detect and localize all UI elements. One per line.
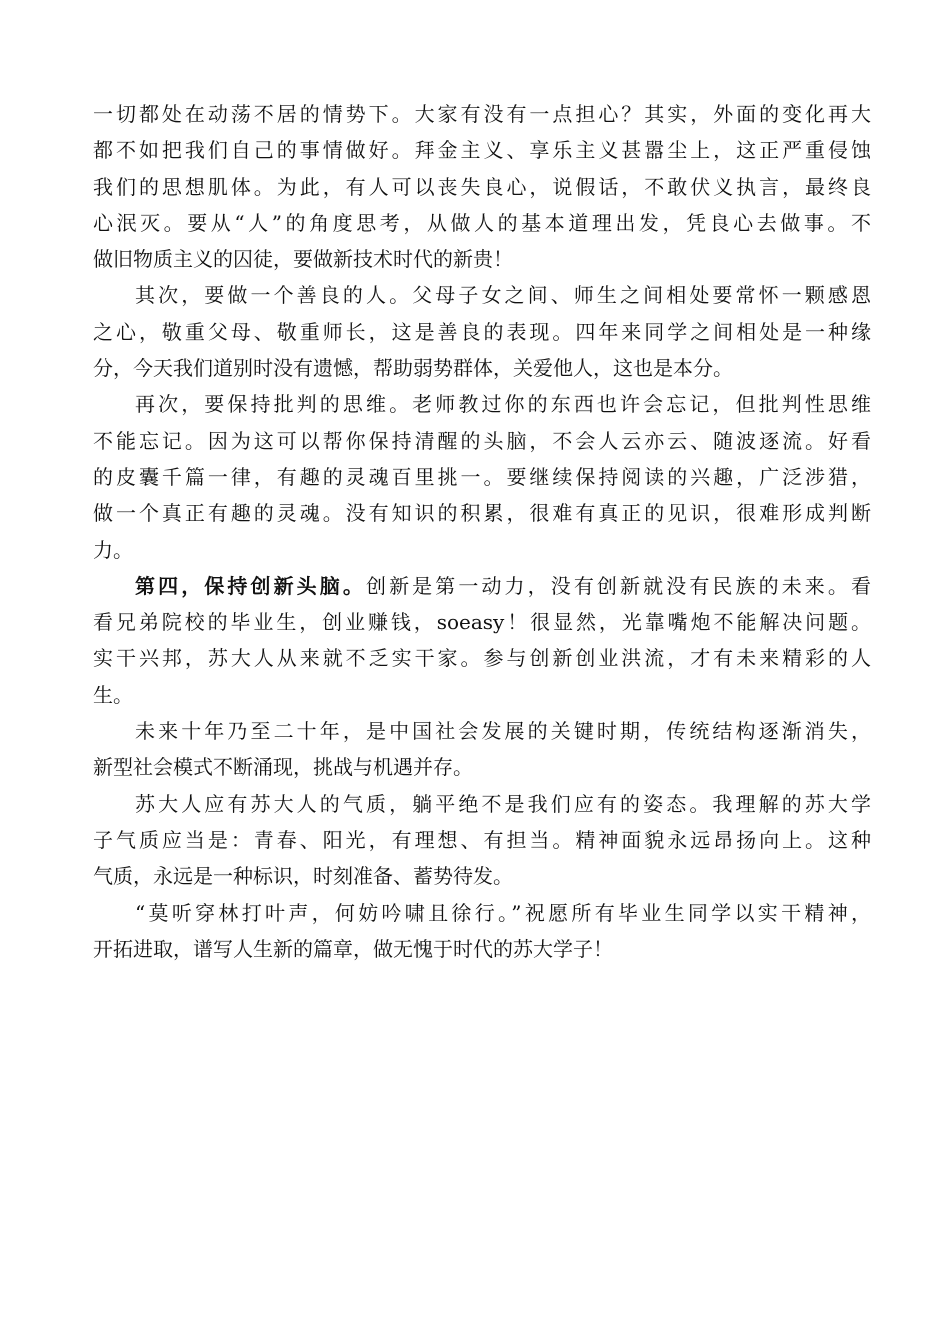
text-line: 苏大人应有苏大人的气质，躺平绝不是我们应有的姿态。我理解的苏大学: [135, 791, 871, 816]
text-line: 看兄弟院校的毕业生，创业赚钱，soeasy！很显然，光靠嘴炮不能解决问题。: [93, 610, 871, 635]
paragraph: [93, 277, 871, 386]
paragraph: [93, 568, 871, 713]
text-line: 开拓进取，谱写人生新的篇章，做无愧于时代的苏大学子！: [93, 936, 613, 961]
text-line: 之心，敬重父母、敬重师长，这是善良的表现。四年来同学之间相处是一种缘: [93, 319, 871, 344]
bold-heading: 第四，保持创新头脑。: [135, 573, 366, 598]
text-run: 创新是第一动力，没有创新就没有民族的未来。看: [365, 573, 872, 598]
paragraph: [93, 786, 871, 895]
text-line: 一切都处在动荡不居的情势下。大家有没有一点担心？其实，外面的变化再大: [93, 102, 871, 126]
text-line: “莫听穿林打叶声，何妨吟啸且徐行。”祝愿所有毕业生同学以实干精神，: [135, 900, 871, 925]
text-line: 力。: [93, 537, 133, 562]
text-line: 都不如把我们自己的事情做好。拜金主义、享乐主义甚嚣尘上，这正严重侵蚀: [93, 138, 871, 163]
text-line: 其次，要做一个善良的人。父母子女之间、师生之间相处要常怀一颗感恩: [135, 283, 871, 308]
paragraph: [93, 386, 871, 567]
text-line: 分，今天我们道别时没有遗憾，帮助弱势群体，关爱他人，这也是本分。: [93, 356, 733, 381]
text-line: 做旧物质主义的囚徒，要做新技术时代的新贵！: [93, 247, 513, 272]
paragraph: [93, 713, 871, 786]
text-line: 心泯灭。要从“人”的角度思考，从做人的基本道理出发，凭良心去做事。不: [93, 210, 871, 235]
text-line: 气质，永远是一种标识，时刻准备、蓄势待发。: [93, 864, 513, 889]
text-line: 生。: [93, 682, 133, 707]
text-line: 的皮囊千篇一律，有趣的灵魂百里挑一。要继续保持阅读的兴趣，广泛涉猎，: [93, 464, 871, 489]
text-line: 新型社会模式不断涌现，挑战与机遇并存。: [93, 755, 473, 780]
text-line: 不能忘记。因为这可以帮你保持清醒的头脑，不会人云亦云、随波逐流。好看: [93, 428, 871, 453]
paragraph: [93, 895, 871, 968]
text-line: 实干兴邦，苏大人从来就不乏实干家。参与创新创业洪流，才有未来精彩的人: [93, 646, 871, 671]
text-line: [93, 568, 871, 604]
text-line: 再次，要保持批判的思维。老师教过你的东西也许会忘记，但批判性思维: [135, 392, 871, 417]
document-body: [93, 96, 871, 967]
text-line: 我们的思想肌体。为此，有人可以丧失良心，说假话，不敢伏义执言，最终良: [93, 174, 871, 199]
text-line: 做一个真正有趣的灵魂。没有知识的积累，很难有真正的见识，很难形成判断: [93, 501, 871, 526]
text-line: 未来十年乃至二十年，是中国社会发展的关键时期，传统结构逐渐消失，: [135, 719, 871, 744]
paragraph: [93, 96, 871, 277]
text-line: 子气质应当是：青春、阳光，有理想、有担当。精神面貌永远昂扬向上。这种: [93, 827, 871, 852]
